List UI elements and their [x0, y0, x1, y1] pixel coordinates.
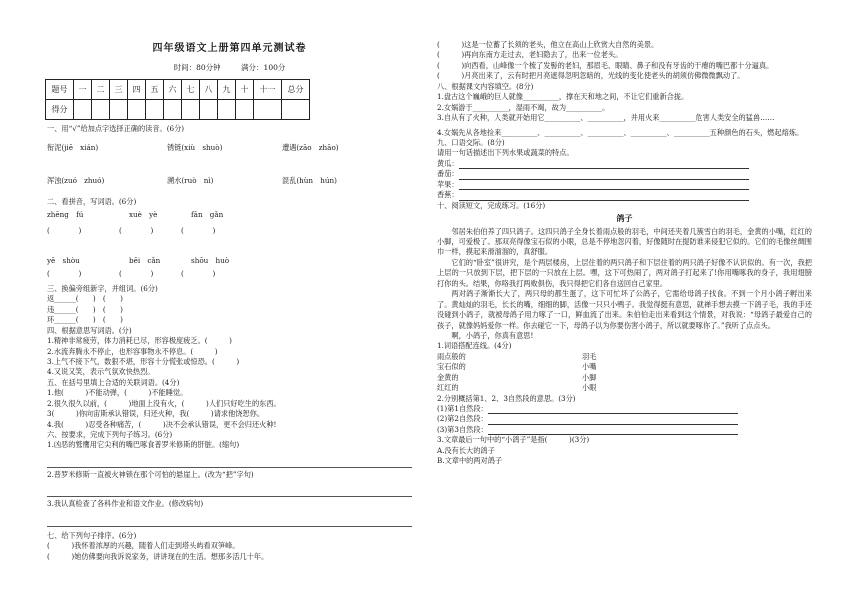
section-9-intro: 请用一句话描述出下列水果或蔬菜的特点。 — [437, 148, 574, 158]
meaning-item[interactable]: 3.上气不接下气，数狠不堪，形容十分慌张或惊恐。( ) — [47, 356, 240, 366]
score-row-label: 得分 — [46, 100, 74, 120]
answer-blank-row — [47, 269, 412, 279]
score-cell[interactable] — [218, 100, 236, 120]
pinyin-choice-item[interactable]: 混乱(hùn hún) — [282, 176, 337, 186]
score-header-cell: 六 — [164, 80, 182, 100]
describe-item[interactable] — [437, 159, 812, 169]
describe-item[interactable] — [437, 169, 812, 179]
score-cell[interactable] — [282, 100, 310, 120]
fill-item[interactable]: 3.自从有了火种，人类就开始用它__________、__________，并用火来__________危害人类安全的猛兽…… — [437, 113, 775, 123]
story-title: 鸽子 — [616, 213, 633, 223]
pinyin-choice-item[interactable]: 遭遇(zāo zhāo) — [282, 142, 339, 152]
pinyin-choice-item[interactable]: 锈链(xiù shuò) — [167, 142, 223, 152]
sentence-task: 3.我认真检查了各科作业和语文作业。(修改病句) — [47, 499, 204, 509]
match-left[interactable]: 红红的 — [437, 383, 459, 393]
story-paragraph: 两对鸽子渐渐长大了，两只母的都生蛋了，这下可忙坏了公鸽子，它需给母鸽子找食。不到一个月小鸽子孵出来了。黄灿灿的羽毛，长长的嘴，细细的脚，活像一只只小鸭子。我觉得挺有意思，就禅手想去摸一下鸽子毛，我的手还没碰到小鸽子，就被母鸽子用力啄了一口，鲜血流了出来。朱伯伯走出来看到这个情景，对我说：“母鸽子最爱自己的孩子，就像妈妈爱你一样。你去碰它一下，母鸽子以为你要伤害小鸽子，所以就要啄你了。”我听了点点头。 — [437, 289, 812, 330]
score-header-cell: 题号 — [46, 80, 74, 100]
summary-item[interactable] — [437, 425, 812, 435]
story-paragraph: 啊，小鸽子，你真有意思! — [451, 330, 534, 340]
section-3-heading: 三、换偏旁组新字，并组词。(6分) — [47, 283, 158, 293]
match-row — [437, 352, 812, 362]
ordering-item[interactable]: ( )再向东南方走过去，老妇隐去了，出来一位老头。 — [437, 50, 623, 60]
answer-line[interactable] — [459, 192, 749, 201]
meaning-item[interactable]: 4.又说又笑，表示气氛欢快热烈。 — [47, 367, 155, 377]
pinyin-text: yě shòu — [47, 256, 80, 265]
right-column — [437, 40, 812, 608]
pinyin-text: bēi cǎn — [129, 256, 161, 265]
section-4-heading: 四、根据意思写词语。(分) — [47, 325, 132, 335]
score-header-cell: 十一 — [254, 80, 282, 100]
match-row — [437, 362, 812, 372]
score-header-cell: 三 — [110, 80, 128, 100]
answer-line[interactable] — [47, 510, 412, 527]
pinyin-choice-item[interactable]: 浑浊(zuó zhuó) — [47, 176, 105, 186]
option-b[interactable]: B.文章中的两对鸽子 — [437, 456, 503, 466]
section-6-heading: 六、按要求，完成下列句子练习。(6分) — [47, 430, 173, 439]
score-header-cell: 四 — [128, 80, 146, 100]
summary-label: (2)第2自然段： — [437, 414, 488, 424]
score-cell[interactable] — [182, 100, 200, 120]
pinyin-row — [47, 256, 412, 266]
score-header-cell: 二 — [92, 80, 110, 100]
describe-item[interactable] — [437, 180, 812, 190]
story-paragraph: 它们的“卧室”很讲究，是个两层楼房，上层住着的两只鸽子和下层住着的两只鸽子好像不认识似的。有一次，我把上层的一只放到下层，把下层的一只放在上层。嘿，这下可热闹了，两对鸽子打起来了!你用嘴啄我的身子，我用翅膀打你的头。结果，你咯我打两败俱伤，我只得把它们各自送回自己家里。 — [437, 257, 812, 288]
score-cell[interactable] — [74, 100, 92, 120]
match-left[interactable]: 宝石似的 — [437, 362, 466, 372]
radical-item[interactable]: 环______( ) ( ) — [47, 315, 123, 325]
answer-line[interactable] — [459, 160, 749, 169]
answer-blank[interactable]: ( ) — [119, 225, 154, 235]
answer-line[interactable] — [47, 451, 412, 468]
match-left[interactable]: 金黄的 — [437, 372, 459, 382]
question-1: 1.词语搭配连线。(4分) — [437, 341, 512, 351]
summary-label: (1)第1自然段： — [437, 404, 488, 414]
score-header-cell: 五 — [146, 80, 164, 100]
describe-label: 黄瓜： — [437, 158, 459, 168]
conjunction-item[interactable]: 1.他( )不能动弹，( )不能睡觉。 — [47, 388, 188, 398]
exam-time: 时间：80分钟 — [173, 62, 221, 72]
answer-line[interactable] — [488, 416, 738, 425]
match-right[interactable]: 小脚 — [582, 372, 597, 382]
story-paragraph: 邻居朱伯伯养了四只鸽子。这四只鸽子全身长着雨点般的羽毛，中间还夹着几簇雪白的羽毛，金黄的小嘴，红红的小脚，可爱极了。那双亮得像宝石似的小眼，总是不停地忽闪着，好像随时在提防谁来侵犯它似的。它们的毛像丝绸围巾一样，摸起来滑溜溜的，真舒服。 — [437, 226, 812, 257]
conjunction-item[interactable]: 3( )你向宙斯承认错误，归还火种，我( )请求他饶恕你。 — [47, 409, 265, 419]
answer-line[interactable] — [459, 171, 749, 180]
pinyin-choice-item[interactable]: 衔泥(jiē xián) — [47, 142, 99, 152]
left-column — [47, 0, 412, 608]
score-cell[interactable] — [236, 100, 254, 120]
score-cell[interactable] — [200, 100, 218, 120]
section-8-heading: 八、根据课文内容填空。(8分) — [437, 81, 534, 91]
meaning-item[interactable]: 2.水流奔腾永不停止，也形容事物永不停息。( ) — [47, 346, 218, 356]
answer-blank[interactable]: ( ) — [181, 269, 216, 279]
pinyin-choice-item[interactable]: 溯水(ruò nì) — [167, 176, 214, 186]
exam-title: 四年级语文上册第四单元测试卷 — [152, 43, 307, 54]
fill-item[interactable]: 2.女娲游于__________，湿雨不竭，故为__________。 — [437, 102, 610, 112]
score-header-cell: 十 — [236, 80, 254, 100]
answer-blank[interactable]: ( ) — [47, 225, 82, 235]
score-cell[interactable] — [164, 100, 182, 120]
section-1-heading: 一、用“√”给加点字选择正确的读音。(6分) — [47, 124, 185, 134]
section-9-heading: 九、口语交际。(8分) — [437, 137, 505, 147]
section-2-heading: 二、看拼音，写词语。(6分) — [47, 196, 137, 206]
pinyin-text: fān gǎn — [191, 210, 224, 220]
pinyin-choice-row — [47, 176, 412, 186]
summary-item[interactable] — [437, 404, 812, 414]
score-header-cell: 八 — [200, 80, 218, 100]
section-10-heading: 十、阅读短文，完成练习。(16分) — [437, 200, 546, 210]
ordering-item[interactable]: ( )向西看，山峰像一个梳了发髻的老妇，那眉毛、眼睛、鼻子和没有牙齿的干瘪的嘴巴都十分逼真。 — [437, 60, 774, 70]
score-cell[interactable] — [92, 100, 110, 120]
score-value-row — [46, 100, 310, 120]
question-3: 3.文章最后一句中的“小鸽子”是指( )(3分) — [437, 435, 590, 445]
meaning-item[interactable]: 1.精神非常疲劳，体力消耗已尽，形容极度疲乏。( ) — [47, 336, 232, 346]
ordering-item[interactable]: ( )月亮出来了，云有时把月亮遮得忽明忽暗的，光线的变化使老头的胡须仿佛微微飘动了。 — [437, 71, 745, 81]
score-header-cell: 九 — [218, 80, 236, 100]
answer-line[interactable] — [47, 480, 412, 497]
answer-blank[interactable]: ( ) — [181, 225, 216, 235]
pinyin-text: zhēng fú — [47, 210, 84, 220]
ordering-item[interactable]: ( )她仿佛要向我诉说家务，讲讲现在的生活。想那多活几十年。 — [47, 551, 269, 561]
describe-label: 苹果： — [437, 179, 459, 189]
describe-item[interactable] — [437, 190, 812, 200]
match-right[interactable]: 小嘴 — [582, 362, 597, 372]
describe-label: 番茄： — [437, 169, 459, 179]
score-header-row — [46, 80, 310, 100]
match-row — [437, 373, 812, 383]
conjunction-item[interactable]: 2.很久很久以前，( )地面上没有火，( )人们只好吃生的东西。 — [47, 398, 281, 408]
fill-item[interactable]: 1.盘古这个巍峨的巨人就像__________，撑在天和地之间，不让它们重新合拢。 — [437, 92, 689, 102]
score-cell[interactable] — [254, 100, 282, 120]
pinyin-text: shōu huò — [191, 256, 230, 265]
answer-blank[interactable]: ( ) — [119, 269, 154, 279]
answer-line[interactable] — [488, 426, 738, 435]
answer-blank[interactable]: ( ) — [47, 269, 82, 279]
fill-item[interactable]: 4.女娲先从各地捡来__________、__________、__________、__________、__________五种颜色的石头，燃起熔炼。 — [437, 127, 804, 137]
match-row — [437, 383, 812, 393]
score-cell[interactable] — [128, 100, 146, 120]
pinyin-choice-row — [47, 143, 412, 153]
answer-blank-row — [47, 226, 412, 236]
question-2: 2.分别概括第1、2、3自然段的意思。(3分) — [437, 393, 576, 403]
score-header-cell: 七 — [182, 80, 200, 100]
option-a[interactable]: A.没有长大的鸽子 — [437, 445, 495, 455]
conjunction-item[interactable]: 4.我( )忍受各种痛苦，( )决不会承认错误，更不会归还火种! — [47, 419, 277, 429]
score-header-cell: 总分 — [282, 80, 310, 100]
answer-line[interactable] — [488, 405, 738, 414]
match-right[interactable]: 羽毛 — [582, 351, 597, 361]
score-cell[interactable] — [110, 100, 128, 120]
section-7-heading: 七、给下列句子排序。(6分) — [47, 530, 137, 540]
match-right[interactable]: 小眼 — [582, 383, 597, 393]
ordering-item[interactable]: ( )我怀着浓厚的兴趣，随着人们走到塔头屿看双笋峰。 — [47, 541, 240, 551]
section-5-heading: 五、在括号里填上合适的关联词语。(4分) — [47, 377, 180, 387]
exam-meta — [47, 63, 412, 74]
exam-full-score: 满分：100分 — [241, 62, 286, 72]
sentence-task: 1.凶恶的鹫鹰用它尖利的嘴巴啄食普罗米修斯的肝脏。(缩句) — [47, 440, 240, 450]
answer-line[interactable] — [459, 181, 749, 190]
ordering-item[interactable]: ( )这是一位蓄了长须的老头，他立在高山上欣赏大自然的美景。 — [437, 40, 659, 49]
score-cell[interactable] — [146, 100, 164, 120]
match-left[interactable]: 雨点般的 — [437, 351, 466, 361]
radical-item[interactable]: 返______( ) ( ) — [47, 294, 123, 304]
radical-item[interactable]: 违______( ) ( ) — [47, 304, 123, 314]
pinyin-row — [47, 210, 412, 220]
describe-label: 香蕉： — [437, 190, 459, 200]
pinyin-text: xuè yè — [129, 210, 158, 220]
score-header-cell: 一 — [74, 80, 92, 100]
score-table — [45, 79, 310, 120]
summary-item[interactable] — [437, 414, 812, 424]
summary-label: (3)第3自然段： — [437, 424, 488, 434]
sentence-task: 2.普罗米修斯一直被火神锁在那个可怕的悬崖上。(改为“把”字句) — [47, 469, 254, 479]
